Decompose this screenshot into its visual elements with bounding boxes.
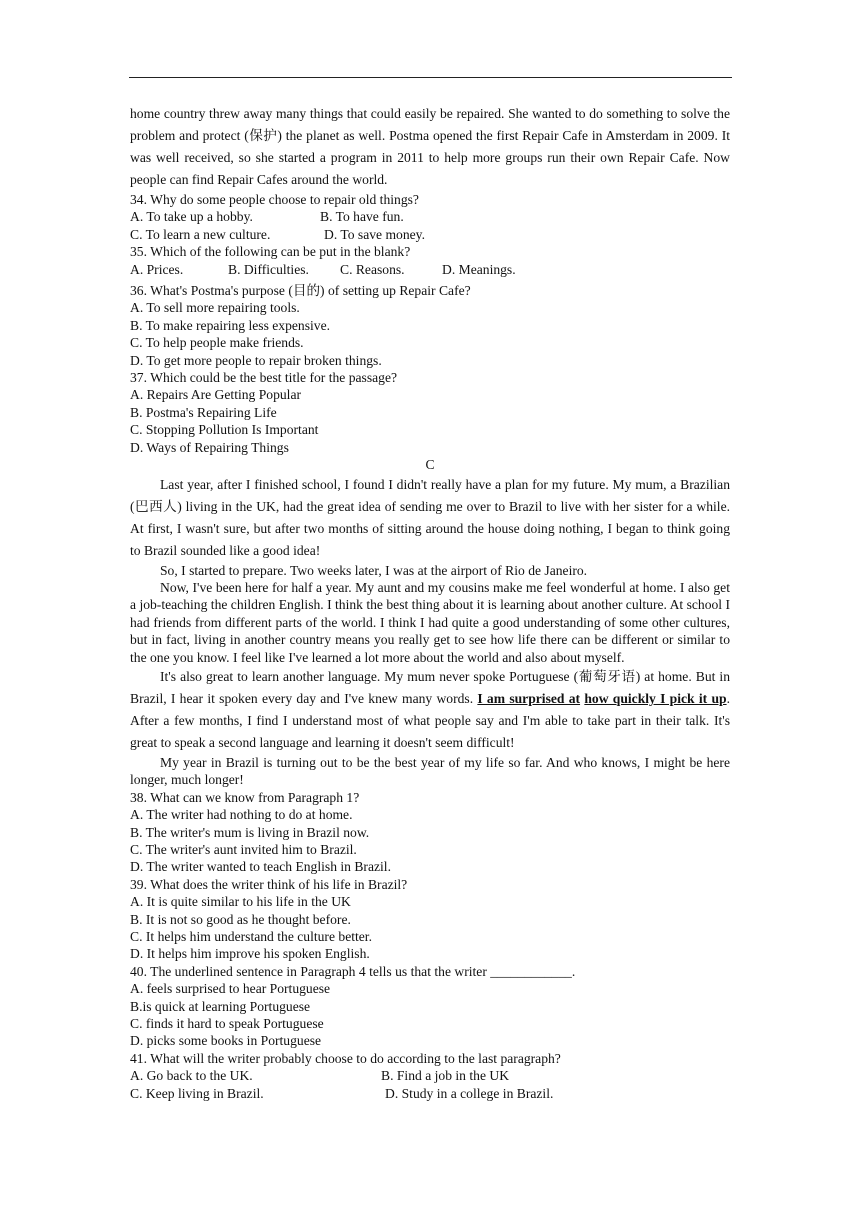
- option-c: C. The writer's aunt invited him to Brazil.: [130, 841, 357, 857]
- question-40: [130, 963, 730, 1050]
- option-c: C. It helps him understand the culture better.: [130, 929, 372, 944]
- option-a: A. Prices.: [130, 261, 184, 277]
- question-41: [130, 1050, 730, 1102]
- exam-page: [130, 103, 730, 1102]
- option-a: A. Repairs Are Getting Popular: [130, 387, 302, 403]
- option-a: A. feels surprised to hear Portuguese: [130, 981, 331, 997]
- question-stem: 38. What can we know from Paragraph 1?: [130, 789, 360, 805]
- passage-b-ending: home country threw away many things that could easily be repaired. She wanted to do something to solve the problem and protect (保护) the planet as well. Postma opened the first Repair Cafe in Amsterdam in 2009. It was well received, so she started a program in 2011 to help more groups run their own Repair Cafe. Now people can find Repair Cafes around the world.: [130, 106, 730, 187]
- option-d: D. The writer wanted to teach English in Brazil.: [130, 859, 391, 875]
- option-b: B. Postma's Repairing Life: [130, 404, 277, 420]
- option-d: D. It helps him improve his spoken English.: [130, 946, 370, 962]
- option-a: A. Go back to the UK.: [130, 1068, 253, 1084]
- option-d: D. picks some books in Portuguese: [130, 1033, 322, 1049]
- options-row: [130, 1085, 730, 1102]
- option-d: D. To get more people to repair broken things.: [130, 352, 382, 368]
- options-row: [130, 1067, 730, 1084]
- question-stem: 37. Which could be the best title for the passage?: [130, 370, 398, 386]
- passage-c-paragraph-1: Last year, after I finished school, I found I didn't really have a plan for my future. My mum, a Brazilian (巴西人) living in the UK, had the great idea of sending me over to Brazil to live with her sister for a while. At first, I wasn't sure, but after two months of sitting around the house doing nothing, I began to think going to Brazil sounded like a good idea!: [130, 476, 730, 558]
- question-36: [130, 282, 730, 369]
- options-row: [130, 226, 730, 243]
- question-stem: 40. The underlined sentence in Paragraph 4 tells us that the writer ____________.: [130, 963, 576, 979]
- question-stem: 41. What will the writer probably choose to do according to the last paragraph?: [130, 1050, 561, 1066]
- option-a: A. The writer had nothing to do at home.: [130, 807, 353, 823]
- option-c: C. To learn a new culture.: [130, 226, 271, 242]
- option-b: B. It is not so good as he thought before.: [130, 911, 351, 927]
- option-d: D. To save money.: [324, 226, 425, 242]
- question-34: [130, 191, 730, 243]
- option-d: D. Study in a college in Brazil.: [385, 1085, 554, 1101]
- underlined-sentence-part-1: I am surprised at: [477, 690, 581, 706]
- header-rule: [129, 77, 732, 78]
- option-d: D. Ways of Repairing Things: [130, 439, 289, 455]
- passage-c-paragraph-3: Now, I've been here for half a year. My aunt and my cousins make me feel wonderful at home. I also get a job-teaching the children English. I think the best thing about it is learning about another culture. At school I had friends from different parts of the world. I think I had quite a good understanding of some other cultures, but in fact, living in another country means you really get to see how life there can be different or similar to the one you know. I feel like I've learned a lot more about the world and also about myself.: [130, 579, 730, 665]
- option-b: B.is quick at learning Portuguese: [130, 998, 311, 1014]
- section-heading-c: C: [425, 457, 435, 473]
- question-stem: 35. Which of the following can be put in the blank?: [130, 244, 411, 260]
- option-c: C. Stopping Pollution Is Important: [130, 422, 319, 438]
- option-b: B. To have fun.: [320, 209, 404, 225]
- question-38: [130, 789, 730, 876]
- options-row: [130, 208, 730, 225]
- option-a: A. To take up a hobby.: [130, 209, 253, 225]
- option-c: C. To help people make friends.: [130, 335, 304, 351]
- question-39: [130, 876, 730, 963]
- option-c: C. finds it hard to speak Portuguese: [130, 1016, 324, 1032]
- question-37: [130, 369, 730, 456]
- option-b: B. The writer's mum is living in Brazil now.: [130, 824, 370, 840]
- question-stem: 34. Why do some people choose to repair old things?: [130, 192, 419, 207]
- options-row: [130, 261, 730, 278]
- underlined-sentence-part-2: how quickly I pick it up: [584, 690, 727, 706]
- question-35: [130, 243, 730, 278]
- passage-c-paragraph-2: So, I started to prepare. Two weeks later, I was at the airport of Rio de Janeiro.: [160, 562, 588, 578]
- option-c: C. Reasons.: [340, 261, 405, 277]
- option-c: C. Keep living in Brazil.: [130, 1085, 264, 1101]
- option-a: A. It is quite similar to his life in the UK: [130, 894, 351, 910]
- option-d: D. Meanings.: [442, 261, 516, 277]
- option-b: B. Find a job in the UK: [381, 1068, 510, 1084]
- passage-c-paragraph-4: It's also great to learn another language. My mum never spoke Portuguese (葡萄牙语) at home. But in Brazil, I hear it spoken every day and I've knew many words. I am surprised at how quickly I pick it up. After a few months, I find I understand most of what people say and I'm able to take part in their talk. It's great to speak a second language and learning it doesn't seem difficult!: [130, 668, 731, 750]
- question-stem: 39. What does the writer think of his life in Brazil?: [130, 876, 408, 892]
- option-b: B. To make repairing less expensive.: [130, 317, 331, 333]
- passage-c-paragraph-5: My year in Brazil is turning out to be the best year of my life so far. And who knows, I might be here longer, much longer!: [130, 754, 730, 788]
- option-b: B. Difficulties.: [228, 261, 309, 277]
- question-stem: 36. What's Postma's purpose (目的) of setting up Repair Cafe?: [130, 283, 471, 299]
- option-a: A. To sell more repairing tools.: [130, 300, 300, 316]
